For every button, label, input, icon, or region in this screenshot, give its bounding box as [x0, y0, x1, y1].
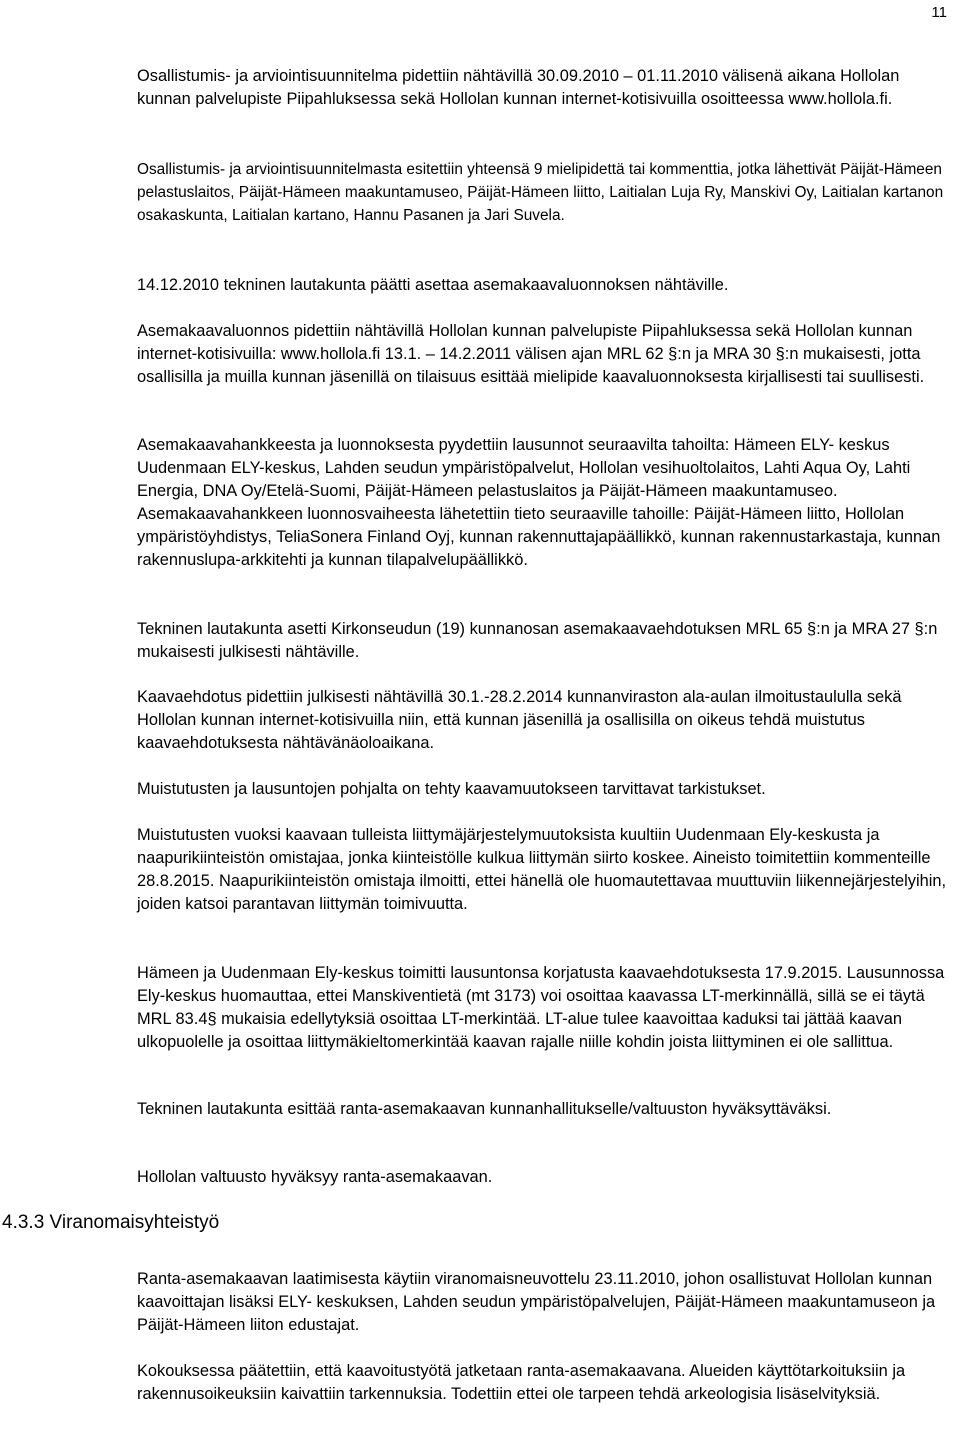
paragraph-ely-statement: Hämeen ja Uudenmaan Ely-keskus toimitti lausuntonsa korjatusta kaavaehdotuksesta 17.9.2015. Lausunnossa Ely-keskus huomauttaa, ettei Manskiventietä (mt 3173) voi osoittaa kaavassa LT-merkinnällä, sillä se ei täytä MRL 83.4§ mukaisia edellytyksiä osoittaa LT-merkintää. LT-alue tulee kaavoittaa kaduksi tai jättää kaavan ulkopuolelle ja osoittaa liittymäkieltomerkintää kaavan rajalle niille kohdin joista liittyminen ei ole sallittua. — [137, 964, 945, 1051]
paragraph-oas-comments: Osallistumis- ja arviointisuunnitelmasta esitettiin yhteensä 9 mielipidettä tai kommenttia, jotka lähettivät Päijät-Hämeen pelastuslaitos, Päijät-Hämeen maakuntamuseo, Päijät-Hämeen liitto, Laitialan Luja Ry, Manskivi Oy, Laitialan kartanon osakaskunta, Laitialan kartano, Hannu Pasanen ja Jari Suvela. — [137, 161, 944, 224]
section-heading-viranomaisyhteistyo: 4.3.3 Viranomaisyhteistyö — [2, 1212, 220, 1233]
paragraph-authority-meeting: Ranta-asemakaavan laatimisesta käytiin viranomaisneuvottelu 23.11.2010, johon osallistuvat Hollolan kunnan kaavoittajan lisäksi ELY- keskuksen, Lahden seudun ympäristöpalvelujen, Päijät-Hämeen maakuntamuseon ja Päijät-Hämeen liiton edustajat. — [137, 1270, 936, 1334]
paragraph-board-proposal: Tekninen lautakunta esittää ranta-asemakaavan kunnanhallitukselle/valtuuston hyväksyttäväksi. — [137, 1100, 832, 1118]
paragraph-junction-changes: Muistutusten vuoksi kaavaan tulleista liittymäjärjestelymuutoksista kuultiin Uudenmaan Ely-keskusta ja naapurikiinteistön omistajaa, jonka kiinteistölle kulkua liittymän siirto koskee. Aineisto toimitettiin kommenteille 28.8.2015. Naapurikiinteistön omistaja ilmoitti, ettei hänellä ole huomautettavaa muuttuviin liikennejärjestelyihin, joiden katsoi parantavan liittymän toimivuutta. — [137, 826, 947, 913]
paragraph-meeting-outcome: Kokouksessa päätettiin, että kaavoitustyötä jatketaan ranta-asemakaavana. Alueiden käyttötarkoituksiin ja rakennusoikeuksiin kaivattiin tarkennuksia. Todettiin ettei ole tarpeen tehdä arkeologisia lisäselvityksiä. — [137, 1362, 906, 1403]
paragraph-luonnos-decision: 14.12.2010 tekninen lautakunta päätti asettaa asemakaavaluonnoksen nähtäville. — [137, 276, 729, 294]
paragraph-ehdotus-display-decision: Tekninen lautakunta asetti Kirkonseudun (19) kunnanosan asemakaavaehdotuksen MRL 65 §:n ja MRA 27 §:n mukaisesti julkisesti nähtäville. — [137, 620, 938, 661]
paragraph-oas-display: Osallistumis- ja arviointisuunnitelma pidettiin nähtävillä 30.09.2010 – 01.11.2010 välisenä aikana Hollolan kunnan palvelupiste Piipahluksessa sekä Hollolan kunnan internet-kotisivuilla osoitteessa www.hollola.fi. — [137, 67, 900, 108]
paragraph-council-approval: Hollolan valtuusto hyväksyy ranta-asemakaavan. — [137, 1168, 493, 1186]
paragraph-revisions: Muistutusten ja lausuntojen pohjalta on tehty kaavamuutokseen tarvittavat tarkistukset. — [137, 780, 766, 798]
page-number: 11 — [931, 4, 947, 21]
paragraph-ehdotus-public-display: Kaavaehdotus pidettiin julkisesti nähtävillä 30.1.-28.2.2014 kunnanviraston ala-aulan ilmoitustaululla sekä Hollolan kunnan internet-kotisivuilla niin, että kunnan jäsenillä ja osallisilla on oikeus tehdä muistutus kaavaehdotuksesta nähtävänäoloaikana. — [137, 688, 902, 752]
paragraph-luonnos-display: Asemakaavaluonnos pidettiin nähtävillä Hollolan kunnan palvelupiste Piipahluksessa sekä Hollolan kunnan internet-kotisivuilla: www.hollola.fi 13.1. – 14.2.2011 välisen ajan MRL 62 §:n ja MRA 30 §:n mukaisesti, jotta osallisilla ja muilla kunnan jäsenillä on tilaisuus esittää mielipide kaavaluonnoksesta kirjallisesti tai suullisesti. — [137, 322, 925, 386]
paragraph-statements-requested: Asemakaavahankkeesta ja luonnoksesta pyydettiin lausunnot seuraavilta tahoilta: Hämeen ELY- keskus Uudenmaan ELY-keskus, Lahden seudun ympäristöpalvelut, Hollolan vesihuoltolaitos, Lahti Aqua Oy, Lahti Energia, DNA Oy/Etelä-Suomi, Päijät-Hämeen pelastuslaitos ja Päijät-Hämeen maakuntamuseo. Asemakaavahankkeen luonnosvaiheesta lähetettiin tieto seuraaville tahoille: Päijät-Hämeen liitto, Hollolan ympäristöyhdistys, TeliaSonera Finland Oyj, kunnan rakennuttajapäällikkö, kunnan rakennustarkastaja, kunnan rakennuslupa-arkkitehti ja kunnan tilapalvelupäällikkö. — [137, 436, 941, 569]
